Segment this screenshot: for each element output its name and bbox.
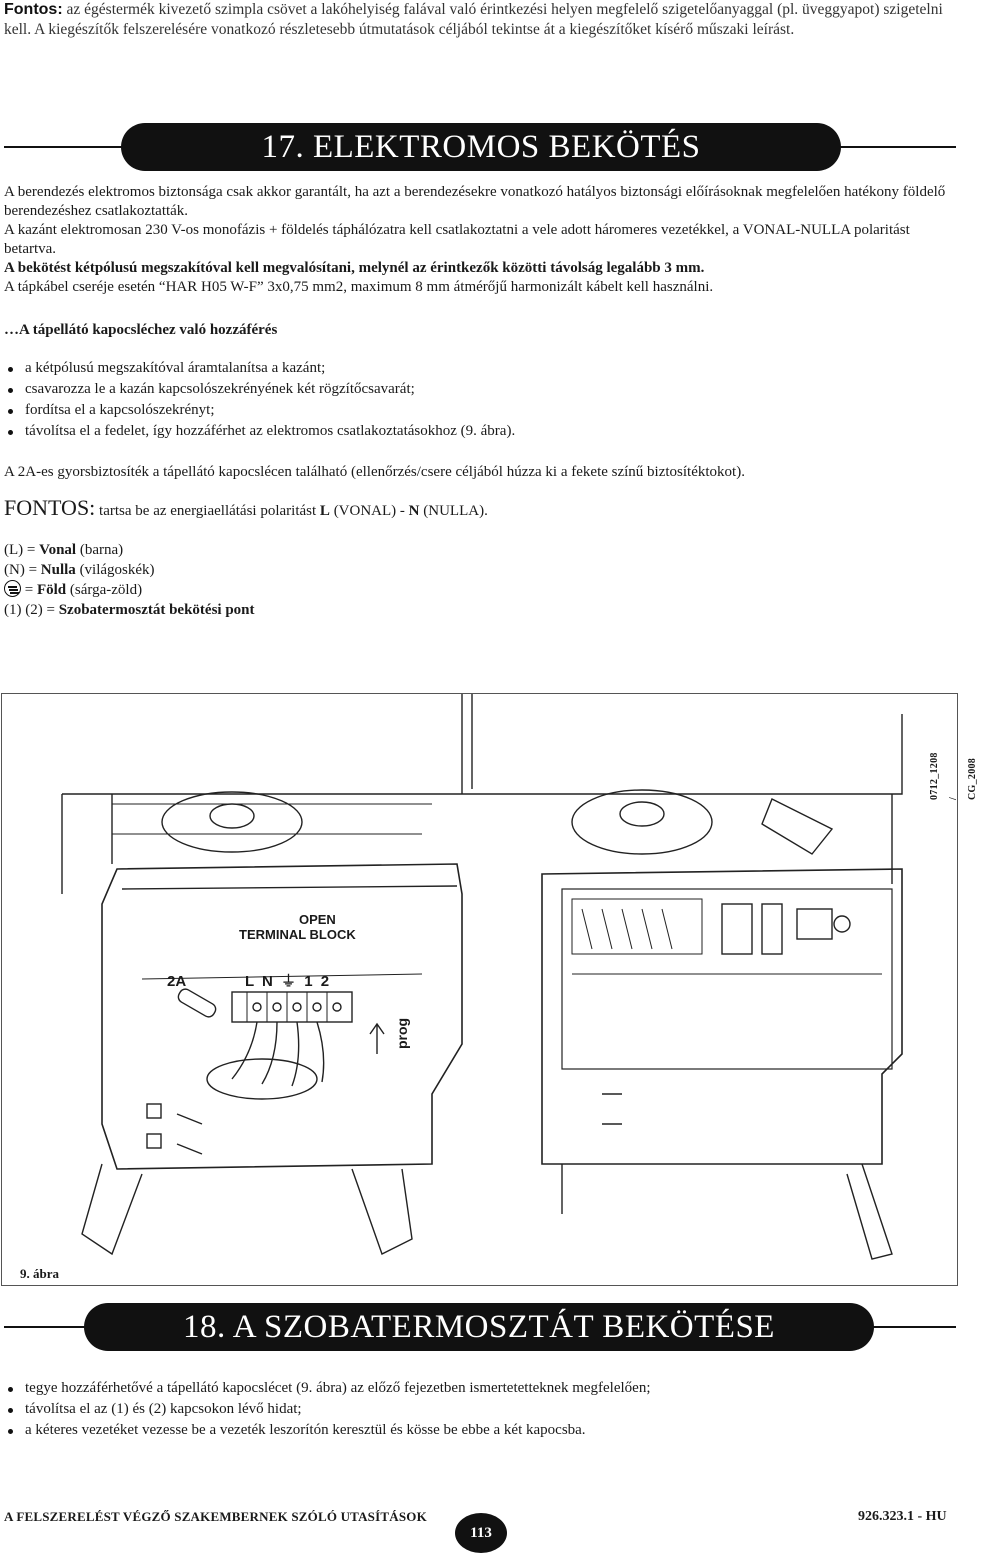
prog-label: prog xyxy=(394,1017,411,1050)
legend-code: (L) = xyxy=(4,542,40,558)
important-text: (NULLA). xyxy=(419,503,488,519)
important-note xyxy=(4,495,954,521)
open-terminal-label xyxy=(239,912,356,942)
legend-row xyxy=(4,560,604,580)
legend-row xyxy=(4,600,604,620)
legend-desc: (világoskék) xyxy=(75,562,155,578)
list-item: a kéteres vezetéket vezesse be a vezeték leszorítón keresztül és kösse be ebbe a két kapocsba. xyxy=(4,1420,944,1441)
section-18-title: 18. A SZOBATERMOSZTÁT BEKÖTÉSE xyxy=(84,1303,874,1351)
footer-title: A FELSZERELÉST VÉGZŐ SZAKEMBERNEK SZÓLÓ UTASÍTÁSOK xyxy=(4,1509,427,1524)
paragraph-breaker: A bekötést kétpólusú megszakítóval kell megvalósítani, melynél az érintkezők közötti távolság legalább 3 mm. xyxy=(4,260,705,276)
list-item: fordítsa el a kapcsolószekrényt; xyxy=(4,400,944,421)
fuse-note: A 2A-es gyorsbiztosíték a tápellátó kapocslécen található (ellenőrzés/csere céljából húzza ki a fekete színű biztosítéktokot). xyxy=(4,464,745,480)
legend-name: Szobatermosztát bekötési pont xyxy=(58,602,255,618)
thermostat-steps-list xyxy=(4,1378,944,1441)
document-code: 926.323.1 - HU xyxy=(858,1509,947,1524)
terminal-block-label: TERMINAL BLOCK xyxy=(239,927,356,942)
open-label: OPEN xyxy=(298,912,336,927)
section-17-body xyxy=(4,183,956,297)
list-item: a kétpólusú megszakítóval áramtalanítsa a kazánt; xyxy=(4,358,944,379)
list-item: távolítsa el az (1) és (2) kapcsokon lévő hidat; xyxy=(4,1399,944,1420)
legend-row xyxy=(4,540,604,560)
paragraph-cable: A tápkábel cseréje esetén “HAR H05 W-F” 3x0,75 mm2, maximum 8 mm átmérőjű harmonizált kábelt kell használni. xyxy=(4,279,714,295)
legend-desc: (barna) xyxy=(76,542,124,558)
top-note xyxy=(4,0,956,40)
important-text: tartsa be az energiaellátási polaritást xyxy=(95,503,320,519)
access-steps-list xyxy=(4,358,944,442)
legend-name: Vonal xyxy=(39,542,77,558)
legend-code: = xyxy=(21,582,37,598)
legend-name: Föld xyxy=(36,582,67,598)
paragraph-supply: A kazánt elektromosan 230 V-os monofázis + földelés táphálózatra kell csatlakoztatni a vele adott háromeres vezetékkel, a VONAL-NULLA polaritást betartva. xyxy=(4,222,910,257)
figure-code: 0712_1208 / CG_2008 xyxy=(929,752,978,800)
section-17-title: 17. ELEKTROMOS BEKÖTÉS xyxy=(121,123,841,171)
important-text: (VONAL) - xyxy=(329,503,409,519)
legend-name: Nulla xyxy=(40,562,76,578)
earth-icon xyxy=(4,580,21,597)
top-note-lead: Fontos: xyxy=(4,1,63,18)
page-number: 113 xyxy=(455,1513,507,1553)
figure-caption: 9. ábra xyxy=(20,1266,59,1281)
access-subtitle: …A tápellátó kapocsléchez való hozzáférés xyxy=(4,322,278,338)
legend-desc: (sárga-zöld) xyxy=(66,582,143,598)
top-note-text: az égéstermék kivezető szimpla csövet a lakóhelyiség falával való érintkezési helyen megfelelő szigetelőanyaggal (pl. üveggyapot) szigetelni kell. A kiegészítők felszerelésére vonatkozó részletesebb útmutatások céljából tekintse át a kiegészítőket kísérő műszaki leírást. xyxy=(4,1,943,38)
fuse-label: 2A xyxy=(167,973,187,990)
important-l: L xyxy=(319,503,330,519)
list-item: csavarozza le a kazán kapcsolószekrényének két rögzítőcsavarát; xyxy=(4,379,944,400)
terminal-block-drawing xyxy=(2,694,959,1287)
important-lead: FONTOS: xyxy=(4,495,96,520)
legend-code: (1) (2) = xyxy=(4,602,59,618)
list-item: távolítsa el a fedelet, így hozzáférhet az elektromos csatlakoztatásokhoz (9. ábra). xyxy=(4,421,944,442)
paragraph-safety: A berendezés elektromos biztonsága csak akkor garantált, ha azt a berendezésekre vonatkozó hatályos biztonsági előírásoknak megfelelően hatékony földelő berendezéshez csatlakoztatták. xyxy=(4,184,946,219)
important-n: N xyxy=(408,503,420,519)
figure-terminal-block xyxy=(1,693,958,1286)
legend-row xyxy=(4,580,604,600)
terminal-labels: L N ⏚ 1 2 xyxy=(245,973,332,990)
list-item: tegye hozzáférhetővé a tápellátó kapocslécet (9. ábra) az előző fejezetben ismertetetteknek megfelelően; xyxy=(4,1378,944,1399)
legend-code: (N) = xyxy=(4,562,41,578)
wiring-legend xyxy=(4,540,604,620)
